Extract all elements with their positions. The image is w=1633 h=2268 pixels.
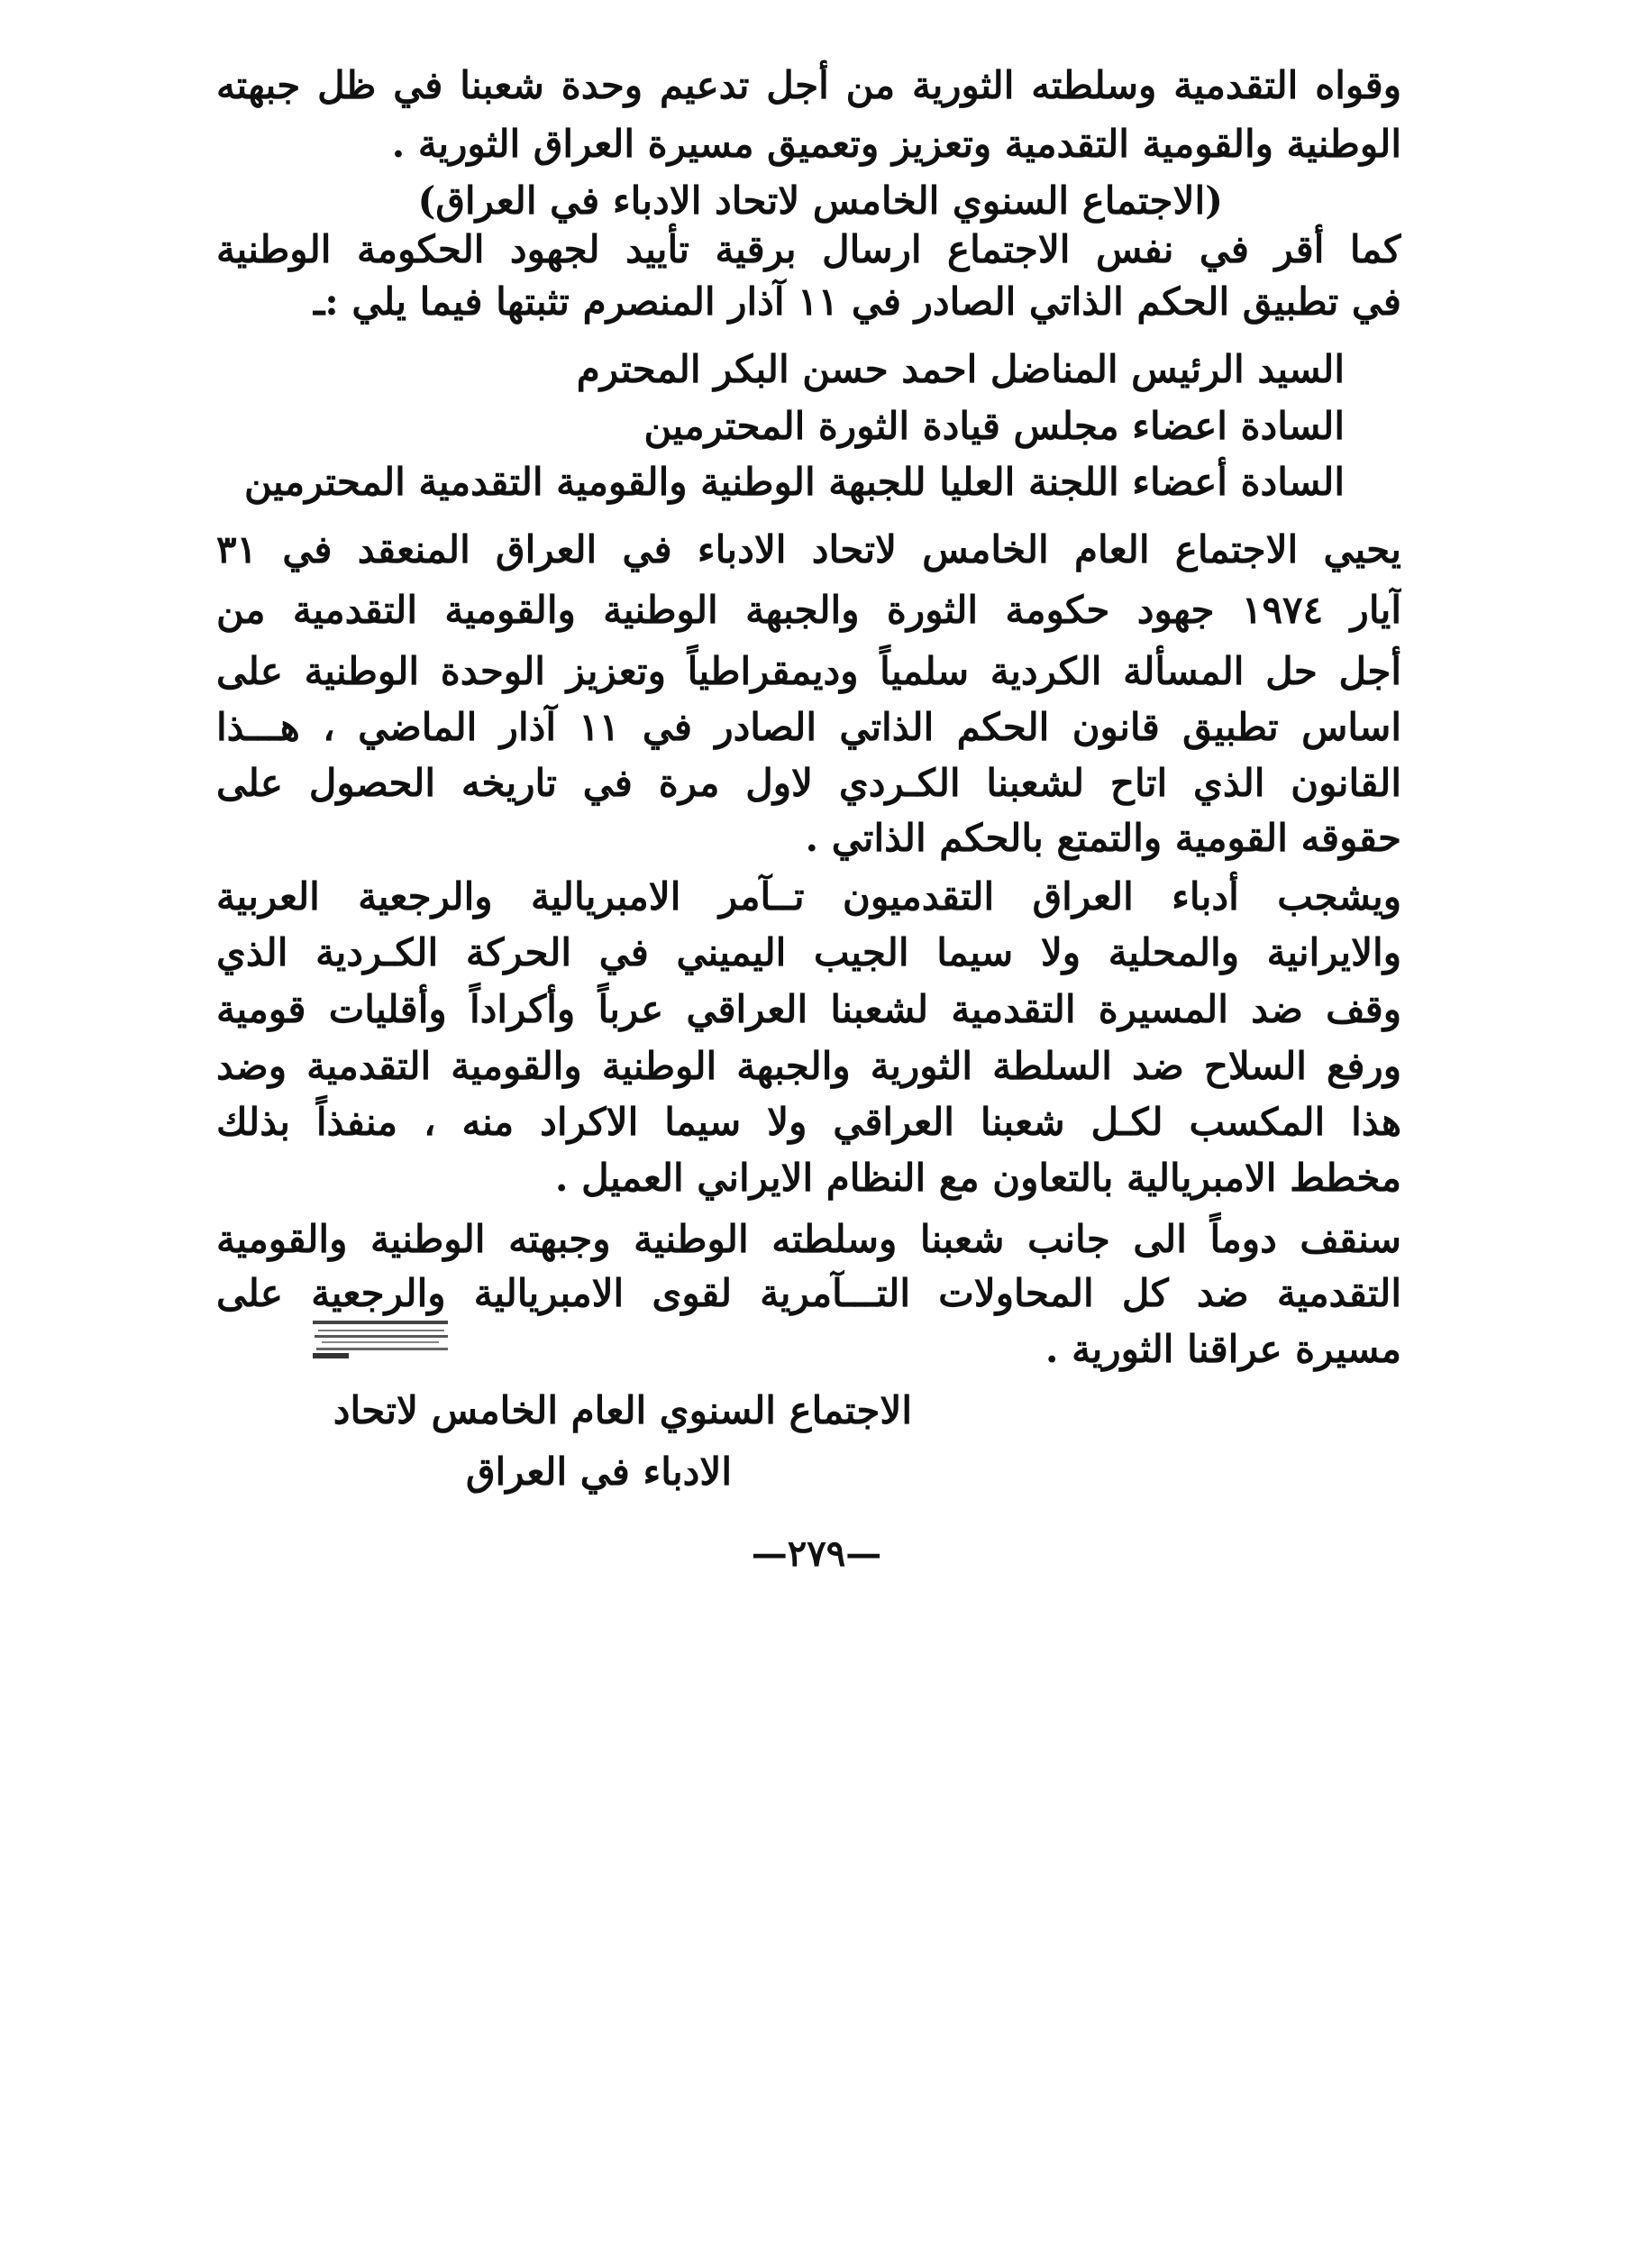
stamp-mark	[311, 1312, 455, 1366]
addressee-line: السادة أعضاء اللجنة العليا للجبهة الوطنية والقومية التقدمية المحترمين	[243, 460, 1345, 504]
body-line: مخطط الامبريالية بالتعاون مع النظام الايراني العميل .	[554, 1156, 1401, 1200]
addressee-line: السيد الرئيس المناضل احمد حسن البكر المحترم	[576, 347, 1345, 391]
body-line: كما أقر في نفس الاجتماع ارسال برقية تأييد لجهود الحكومة الوطنية	[216, 227, 1401, 271]
body-line: والايرانية والمحلية ولا سيما الجيب اليميني في الحركة الكـردية الذي	[216, 930, 1401, 974]
signature-line: الادباء في العراق	[465, 1450, 732, 1494]
body-line: سنقف دوماً الى جانب شعبنا وسلطته الوطنية وجبهته الوطنية والقومية	[216, 1217, 1401, 1261]
body-line: ورفع السلاح ضد السلطة الثورية والجبهة الوطنية والقومية التقدمية وضد	[216, 1044, 1401, 1088]
body-line: التقدمية ضد كل المحاولات التـــآمرية لقوى الامبريالية والرجعية على	[216, 1271, 1401, 1315]
page-number: —٢٧٩—	[751, 1532, 882, 1575]
body-line: الوطنية والقومية التقدمية وتعزيز وتعميق مسيرة العراق الثورية .	[391, 122, 1401, 166]
section-heading: (الاجتماع السنوي الخامس لاتحاد الادباء في العراق)	[417, 178, 1223, 223]
body-line: يحيي الاجتماع العام الخامس لاتحاد الادباء في العراق المنعقد في ٣١	[216, 527, 1401, 572]
body-line: القانون الذي اتاح لشعبنا الكـردي لاول مرة في تاريخه الحصول على	[216, 761, 1401, 805]
body-line: حقوقه القومية والتمتع بالحكم الذاتي .	[805, 816, 1401, 860]
body-line: هذا المكسب لكـل شعبنا العراقي ولا سيما الاكراد منه ، منفذاً بذلك	[216, 1100, 1401, 1144]
signature-line: الاجتماع السنوي العام الخامس لاتحاد	[333, 1388, 912, 1432]
body-line: مسيرة عراقنا الثورية .	[1045, 1327, 1401, 1371]
body-line: في تطبيق الحكم الذاتي الصادر في ١١ آذار المنصرم تثبتها فيما يلي :ـ	[313, 279, 1401, 324]
addressee-line: السادة اعضاء مجلس قيادة الثورة المحترمين	[643, 404, 1345, 448]
body-line: وقواه التقدمية وسلطته الثورية من أجل تدعيم وحدة شعبنا في ظل جبهته	[216, 63, 1401, 107]
body-line: وقف ضد المسيرة التقدمية لشعبنا العراقي عرباً وأكراداً وأقليات قومية	[216, 987, 1401, 1031]
body-line: ويشجب أدباء العراق التقدميون تــآمر الامبريالية والرجعية العربية	[216, 874, 1401, 919]
body-line: اساس تطبيق قانون الحكم الذاتي الصادر في ١١ آذار الماضي ، هـــذا	[216, 705, 1401, 749]
body-line: آيار ١٩٧٤ جهود حكومة الثورة والجبهة الوطنية والقومية التقدمية من	[216, 588, 1401, 632]
body-line: أجل حل المسألة الكردية سلمياً وديمقراطياً وتعزيز الوحدة الوطنية على	[216, 649, 1401, 693]
